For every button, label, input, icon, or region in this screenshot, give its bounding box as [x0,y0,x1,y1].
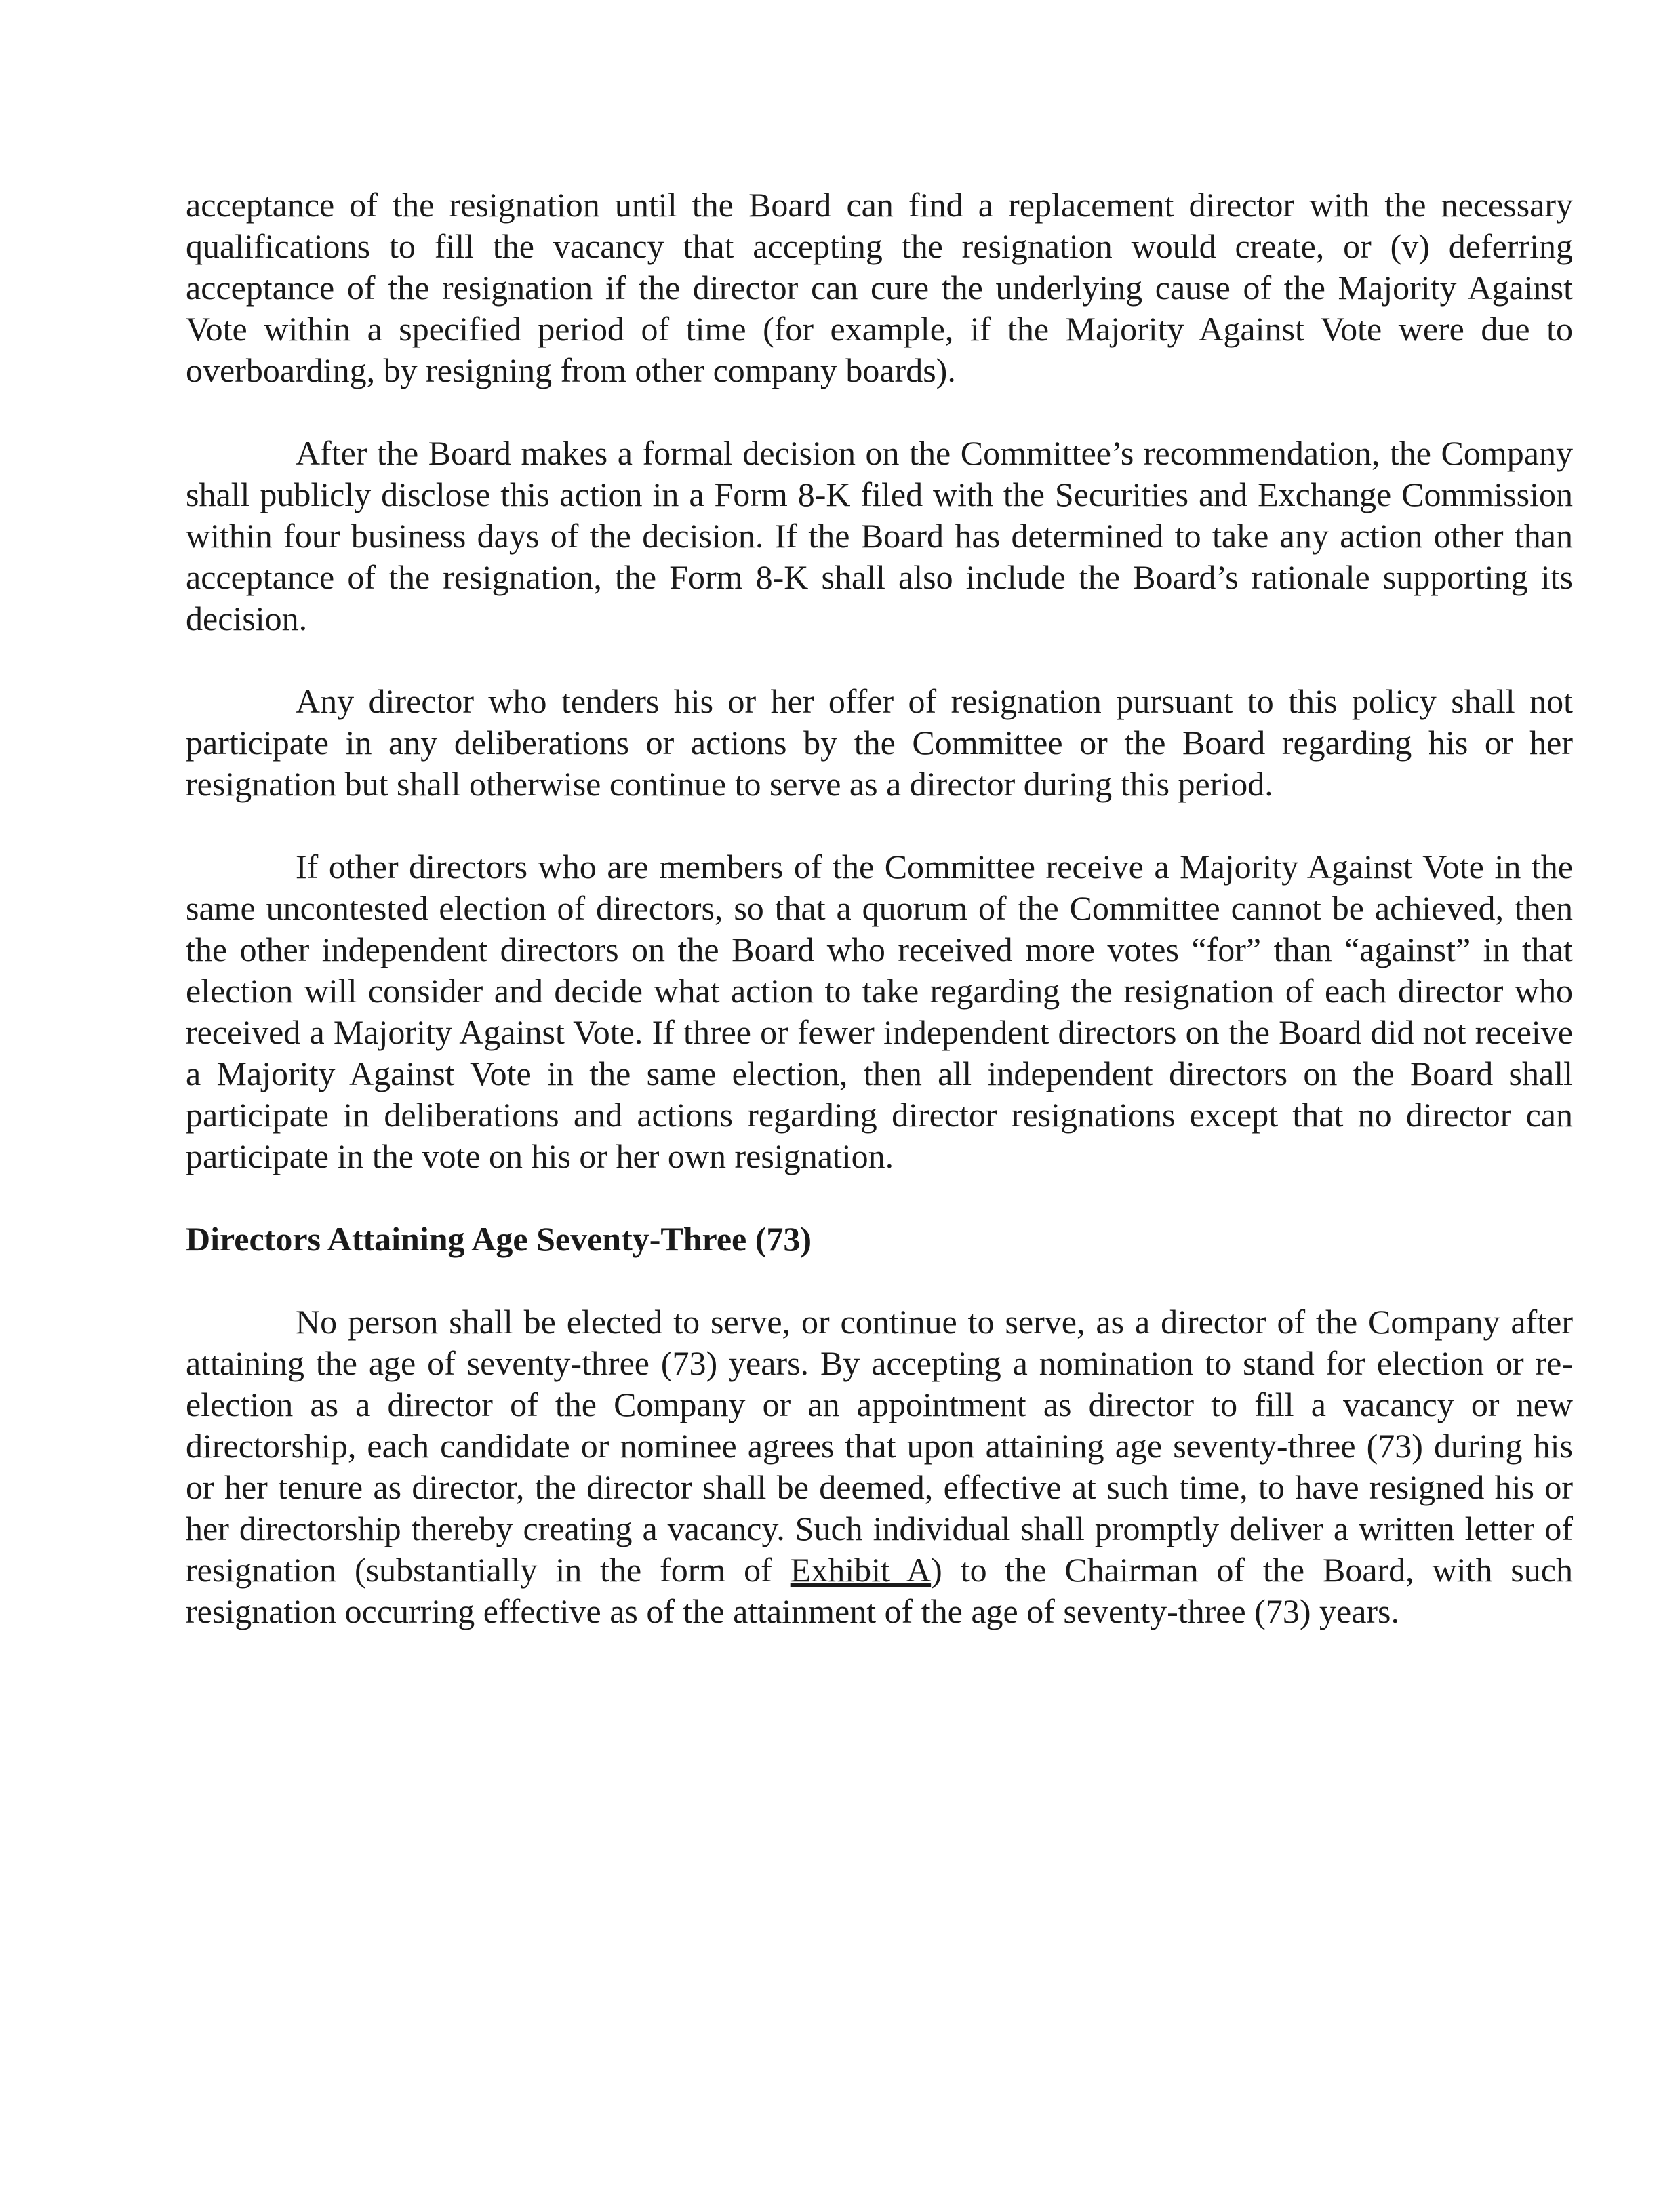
paragraph-director-recusal: Any director who tenders his or her offer of resignation pursuant to this policy shall not participate in any deliberations or actions by the Committee or the Board regarding his or her resignation but shall otherwise continue to serve as a director during this period. [186,682,1573,803]
exhibit-a-reference: Exhibit A [790,1551,932,1589]
age-policy-text-before: No person shall be elected to serve, or continue to serve, as a director of the Company after attaining the age of seventy-three (73) years. By accepting a nomination to stand for election or re-election as a director of the Company or an appointment as director to fill a vacancy or new directorship, each candidate or nominee agrees that upon attaining age seventy-three (73) during his or her tenure as director, the director shall be deemed, effective at such time, to have resigned his or her directorship thereby creating a vacancy. Such individual shall promptly deliver a written letter of resignation (substantially in the form of [186,1303,1573,1589]
age-policy-text-after: ) to the Chairman of the Board, with such resignation occurring effective as of the attainment of the age of seventy-three (73) years. [186,1551,1573,1630]
paragraph-form-8k-disclosure: After the Board makes a formal decision on the Committee’s recommendation, the Company shall publicly disclose this action in a Form 8-K filed with the Securities and Exchange Commission within four business days of the decision. If the Board has determined to take any action other than acceptance of the resignation, the Form 8-K shall also include the Board’s rationale supporting its decision. [186,434,1573,637]
paragraph-committee-quorum: If other directors who are members of the Committee receive a Majority Against Vote in the same uncontested election of directors, so that a quorum of the Committee cannot be achieved, then the other independent directors on the Board who received more votes “for” than “against” in that election will consider and decide what action to take regarding the resignation of each director who received a Majority Against Vote. If three or fewer independent directors on the Board did not receive a Majority Against Vote in the same election, then all independent directors on the Board shall participate in deliberations and actions regarding director resignations except that no director can participate in the vote on his or her own resignation. [186,848,1573,1175]
paragraph-resignation-deferral: acceptance of the resignation until the Board can find a replacement director with the necessary qualifications to fill the vacancy that accepting the resignation would create, or (v) deferring acceptance of the resignation if the director can cure the underlying cause of the Majority Against Vote within a specified period of time (for example, if the Majority Against Vote were due to overboarding, by resigning from other company boards). [186,186,1573,389]
section-heading-age-limit: Directors Attaining Age Seventy-Three (73) [186,1220,812,1258]
paragraph-age-limit-policy [186,1301,1573,1632]
document-page [186,184,1573,1674]
